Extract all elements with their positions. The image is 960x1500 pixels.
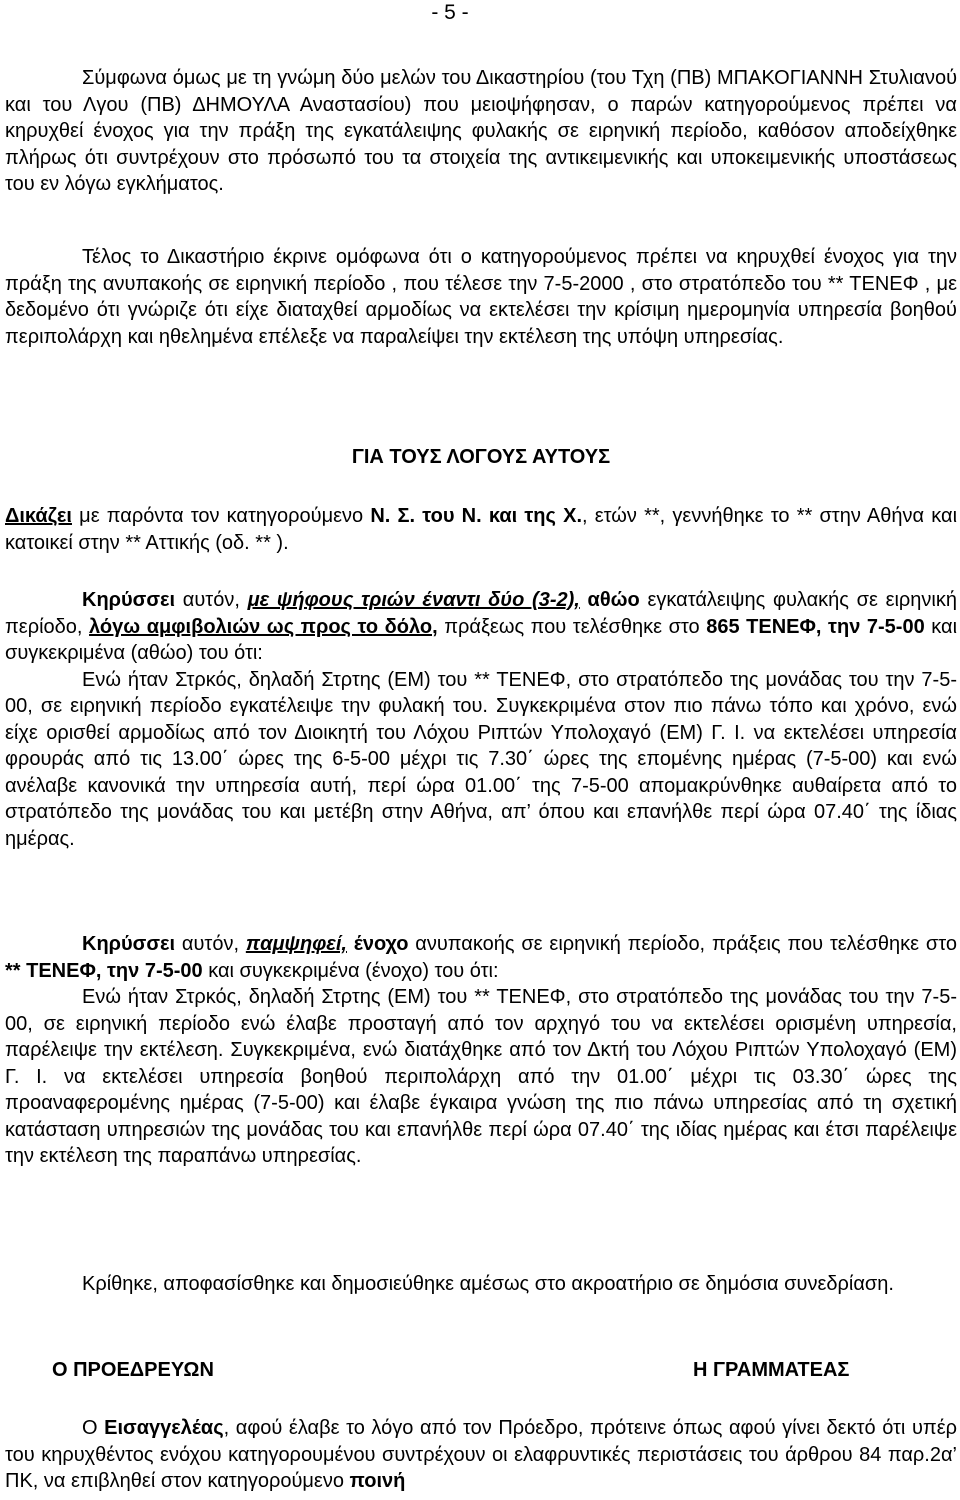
- conviction-details: Ενώ ήταν Στρκός, δηλαδή Στρτης (ΕΜ) του ** ΤΕΝΕΦ, στο στρατόπεδο της μονάδας του την 7-5-00, σε ειρηνική περίοδο ενώ έλαβε προσταγή από τον αρχηγό του να εκτελέσει ορισμένη υπηρεσία, παρέλειψε την εκτέλεση. Συγκεκριμένα, ενώ διατάχθηκε από τον Δκτή του Λόχου Ριπτών Υπολοχαγό (ΕΜ) Γ. Ι. να εκτελέσει υπηρεσία βοηθού περιπολάρχη από την 01.00΄ μέχρι τις 03.30΄ ώρες της προαναφερομένης ημέρας (7-5-00) και έλαβε έγκαιρα γνώση της πιο πάνω υπηρεσίας από τη σχετική κατάσταση υπηρεσιών της μονάδας του και επανήλθε περί ώρα 07.40΄ της ιδίας ημέρας και έτσι παρέλειψε την εκτέλεση της παραπάνω υπηρεσίας.: [5, 986, 957, 1167]
- penalty-word: ποινή: [349, 1470, 406, 1492]
- acquittal-word: αθώο: [587, 589, 640, 611]
- paragraph-text: Τέλος το Δικαστήριο έκρινε ομόφωνα ότι ο κατηγορούμενος πρέπει να κηρυχθεί ένοχος για την πράξη της ανυπακοής σε ειρηνική περίοδο , που τέλεσε την 7-5-2000 , στο στρατόπεδο του ** ΤΕΝΕΦ , με δεδομένο ότι γνώριζε ότι είχε διαταχθεί αρμοδίως να εκτελέσει την κρίσιμη ημερομηνία υπηρεσία βοηθού περιπολάρχη και ηθελημένα επέλεξε να παραλείψει την εκτέλεση της υπόψη υπηρεσίας.: [5, 246, 957, 348]
- minority-opinion-paragraph: [5, 65, 957, 198]
- verdict-verb: Κηρύσσει: [82, 933, 176, 955]
- section-heading: ΓΙΑ ΤΟΥΣ ΛΟΓΟΥΣ ΑΥΤΟΥΣ: [351, 446, 611, 468]
- acquittal-details: Ενώ ήταν Στρκός, δηλαδή Στρτης (ΕΜ) του ** ΤΕΝΕΦ, στο στρατόπεδο της μονάδας του την 7-5-00, σε ειρηνική περίοδο εγκατέλειψε την φυλακή του. Συγκεκριμένα στον πιο πάνω τόπο και χρόνο, ενώ είχε ορισθεί αρμοδίως από τον Διοικητή του Λόχου Ριπτών Υπολοχαγό (ΕΜ) Γ. Ι. να εκτελέσει υπηρεσία φρουράς από τις 13.00΄ ώρες της 6-5-00 μέχρι τις 7.30΄ ώρες της επομένης ημέρας (7-5-00) και ενώ ανέλαβε κανονικά την υπηρεσία αυτή, περί ώρα 01.00΄ της 7-5-00 απομακρύνθηκε αυθαίρετα από το στρατόπεδο της μονάδας του και μετέβη στην Αθήνα, απ’ όπου και επανήλθε περί ώρα 07.40΄ της ίδιας ημέρας.: [5, 668, 957, 850]
- clerk-signature-label: Η ΓΡΑΜΜΑΤΕΑΣ: [693, 1359, 850, 1381]
- offense-place-date: 865 ΤΕΝΕΦ, την 7-5-00: [706, 615, 925, 638]
- conviction-paragraph: Κηρύσσει αυτόν, παμψηφεί, ένοχο ανυπακοής σε ειρηνική περίοδο, πράξεις που τελέσθηκε στο ** ΤΕΝΕΦ, την 7-5-00 και συγκεκριμένα (ένοχο) του ότι: Ενώ ήταν Στρκός, δηλαδή Στρτης (ΕΜ) του ** ΤΕΝΕΦ, στο στρατόπεδο της μονάδας του την 7-5-00, σε ειρηνική περίοδο ενώ έλαβε προσταγή από τον αρχηγό του να εκτελέσει ορισμένη υπηρεσία, παρέλειψε την εκτέλεση. Συγκεκριμένα, ενώ διατάχθηκε από τον Δκτή του Λόχου Ριπτών Υπολοχαγό (ΕΜ) Γ. Ι. να εκτελέσει υπηρεσία βοηθού περιπολάρχη από την 01.00΄ μέχρι τις 03.30΄ ώρες της προαναφερομένης ημέρας (7-5-00) και έλαβε έγκαιρα γνώση της πιο πάνω υπηρεσίας από τη σχετική κατάσταση υπηρεσιών της μονάδας του και επανήλθε περί ώρα 07.40΄ της ιδίας ημέρας και έτσι παρέλειψε την εκτέλεση της παραπάνω υπηρεσίας.: [5, 931, 957, 1170]
- paragraph-text: Σύμφωνα όμως με τη γνώμη δύο μελών του Δικαστηρίου (του Τχη (ΠΒ) ΜΠΑΚΟΓΙΑΝΝΗ Στυλιανού και του Λγου (ΠΒ) ΔΗΜΟΥΛΑ Αναστασίου) που μειοψήφησαν, ο παρών κατηγορούμενος πρέπει να κηρυχθεί ένοχος για την πράξη της εγκατάλειψης φυλακής σε ειρηνική περίοδο, καθόσον αποδείχθηκε πλήρως ότι συντρέχουν στο πρόσωπό του τα στοιχεία της αντικειμενικής και υποκειμενικής υποστάσεως του εν λόγω εγκλήματος.: [5, 67, 957, 195]
- vote-count: με ψήφους τριών έναντι δύο (3-2),: [247, 589, 580, 611]
- offense-place-date: ** ΤΕΝΕΦ, την 7-5-00: [5, 959, 203, 982]
- judgment-paragraph: Δικάζει με παρόντα τον κατηγορούμενο Ν. Σ. του Ν. και της Χ., ετών **, γεννήθηκε το ** στην Αθήνα και κατοικεί στην ** Αττικής (οδ. ** ).: [5, 505, 958, 554]
- prosecutor-role: Εισαγγελέας: [104, 1417, 224, 1439]
- disobedience-paragraph: [5, 244, 957, 350]
- defendant-name: Ν. Σ. του Ν. και της Χ.: [370, 505, 583, 527]
- judgment-verb: Δικάζει: [5, 505, 72, 527]
- verdict-verb: Κηρύσσει: [82, 589, 176, 611]
- acquittal-reason: λόγω αμφιβολιών ως προς το δόλο,: [89, 615, 438, 638]
- prosecutor-paragraph: Ο Εισαγγελέας, αφού έλαβε το λόγο από τον Πρόεδρο, πρότεινε όπως αφού γίνει δεκτό ότι υπέρ του κηρυχθέντος ενόχου κατηγορουμένου συντρέχουν οι ελαφρυντικές περιστάσεις του άρθρου 84 παρ.2α’ ΠΚ, να επιβληθεί στον κατηγορούμενο ποινή: [5, 1417, 957, 1492]
- publication-paragraph: [5, 1271, 957, 1298]
- guilty-word: ένοχο: [353, 933, 409, 955]
- paragraph-text: Κρίθηκε, αποφασίσθηκε και δημοσιεύθηκε αμέσως στο ακροατήριο σε δημόσια συνεδρίαση.: [82, 1273, 894, 1295]
- acquittal-paragraph: Κηρύσσει αυτόν, με ψήφους τριών έναντι δύο (3-2), αθώο εγκατάλειψης φυλακής σε ειρηνική περίοδο, λόγω αμφιβολιών ως προς το δόλο, πράξεως που τελέσθηκε στο 865 ΤΕΝΕΦ, την 7-5-00 και συγκεκριμένα (αθώο) του ότι: Ενώ ήταν Στρκός, δηλαδή Στρτης (ΕΜ) του ** ΤΕΝΕΦ, στο στρατόπεδο της μονάδας του την 7-5-00, σε ειρηνική περίοδο εγκατέλειψε την φυλακή του. Συγκεκριμένα στον πιο πάνω τόπο και χρόνο, ενώ είχε ορισθεί αρμοδίως από τον Διοικητή του Λόχου Ριπτών Υπολοχαγό (ΕΜ) Γ. Ι. να εκτελέσει υπηρεσία φρουράς από τις 13.00΄ ώρες της 6-5-00 μέχρι τις 7.30΄ ώρες της επομένης ημέρας (7-5-00) και ενώ ανέλαβε κανονικά την υπηρεσία αυτή, περί ώρα 01.00΄ της 7-5-00 απομακρύνθηκε αυθαίρετα από το στρατόπεδο της μονάδας του και μετέβη στην Αθήνα, απ’ όπου και επανήλθε περί ώρα 07.40΄ της ίδιας ημέρας.: [5, 587, 957, 852]
- unanimous-word: παμψηφεί,: [245, 933, 347, 955]
- page-number: - 5 -: [431, 1, 469, 24]
- presiding-judge-signature-label: Ο ΠΡΟΕΔΡΕΥΩΝ: [52, 1359, 214, 1381]
